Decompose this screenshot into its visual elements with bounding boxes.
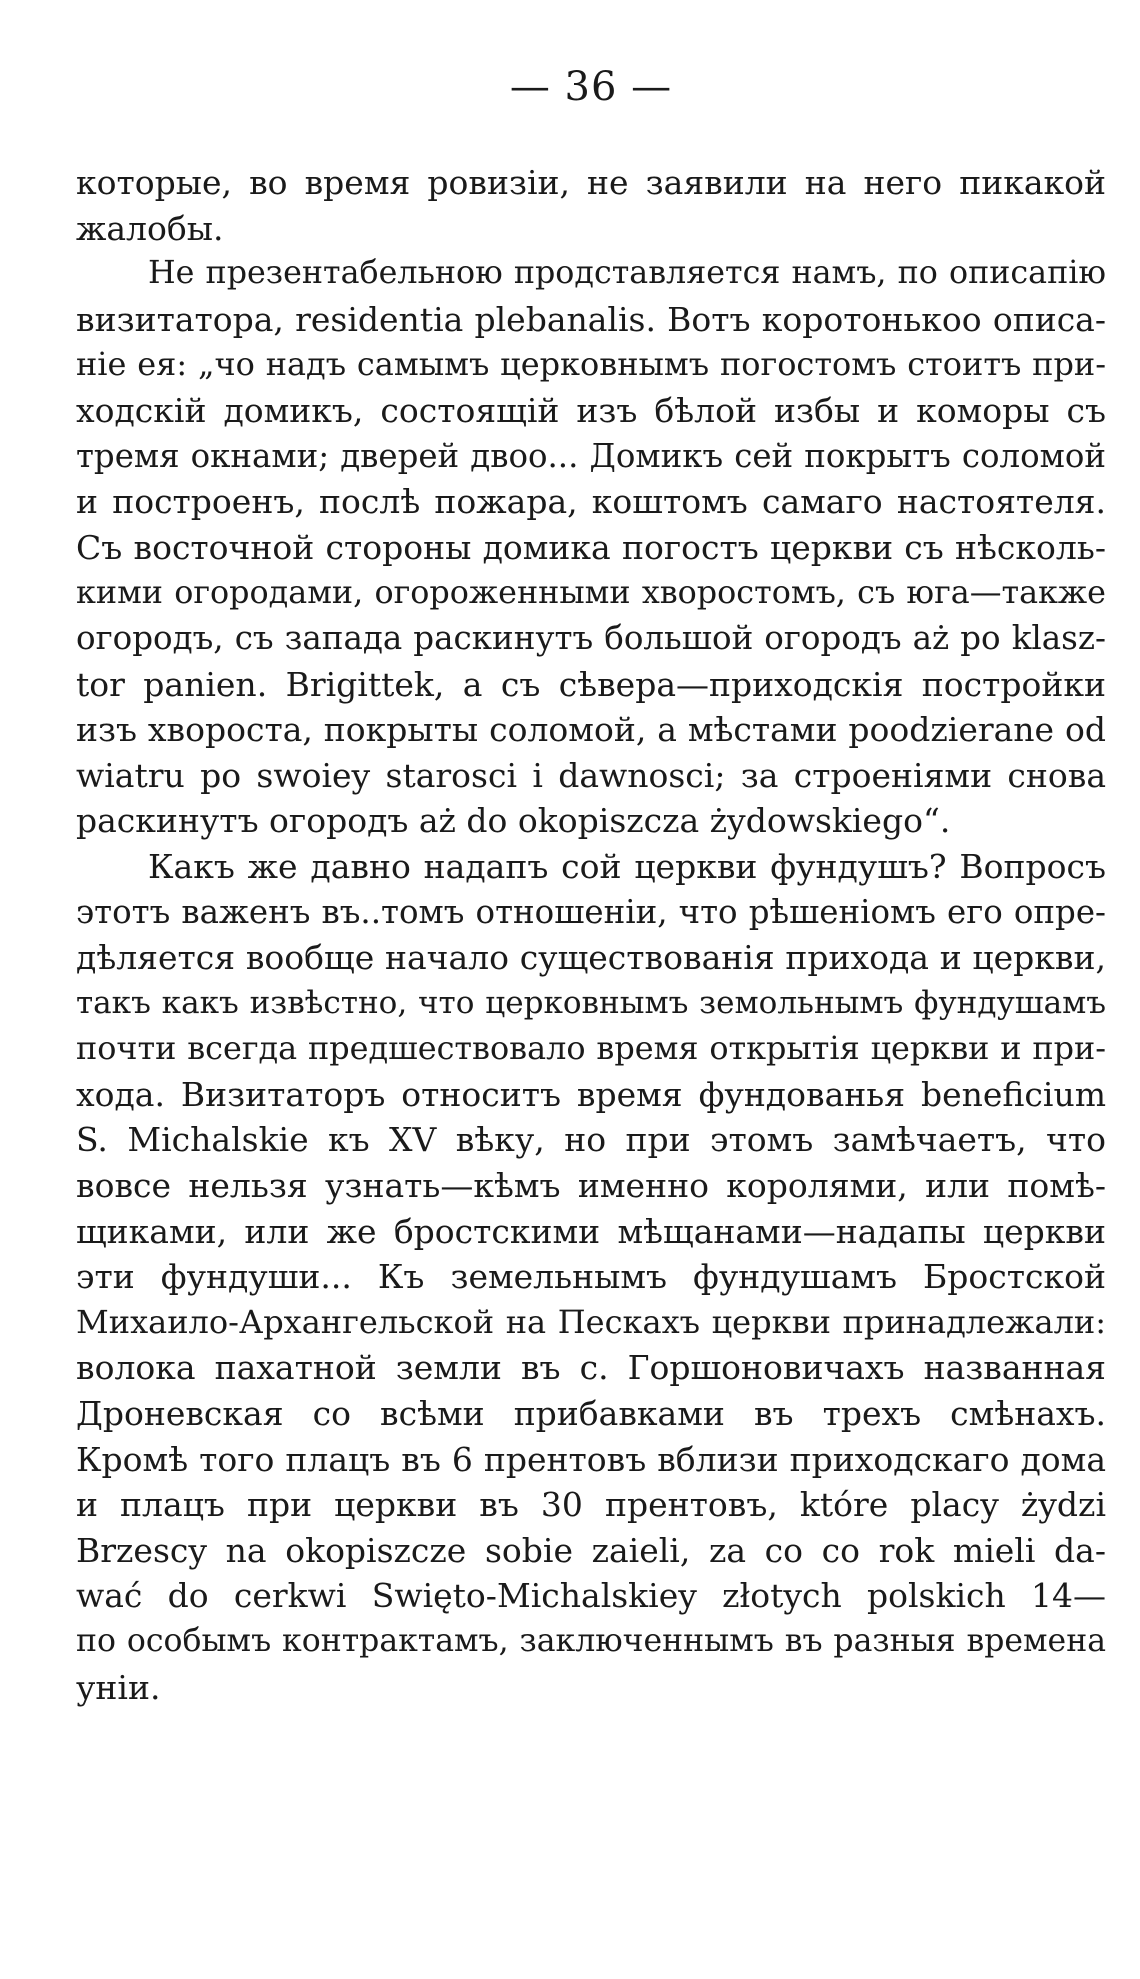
text-line: дѣляется вообще начало существованія прихода и церкви, (76, 938, 1106, 978)
text-line: Съ восточной стороны домика погостъ церкви съ нѣсколь- (76, 527, 1106, 567)
page-number: — 36 — (509, 64, 673, 110)
text-line: кими огородами, огороженными хворостомъ, съ юга—также (76, 573, 1106, 612)
text-line: почти всегда предшествовало время открытія церкви и при- (76, 1029, 1106, 1068)
text-line: Какъ же давно надапъ сой церкви фундушъ? Вопросъ (148, 846, 1106, 886)
text-line: изъ хвороста, покрыты соломой, а мѣстами poodzierane od (76, 710, 1106, 750)
text-line: по особымъ контрактамъ, заключеннымъ въ разныя времена (76, 1623, 1106, 1659)
text-line: которые, во время ровизіи, не заявили на него пикакой (76, 163, 1106, 202)
book-page (76, 0, 1106, 1979)
text-line: эти фундуши... Къ земельнымъ фундушамъ Бростской (76, 1257, 1106, 1297)
paragraph-3 (76, 844, 1106, 1710)
text-line: Не презентабельною продставляется намъ, по описапію (148, 255, 1106, 292)
text-line: вовсе нельзя узнать—кѣмъ именно королями, или помѣ- (76, 1166, 1106, 1206)
text-line: жалобы. (76, 208, 224, 248)
text-line: такъ какъ извѣстно, что церковнымъ земольнымъ фундушамъ (76, 984, 1106, 1021)
text-line: и построенъ, послѣ пожара, коштомъ самаго настоятеля. (76, 482, 1106, 522)
paragraph-1 (76, 160, 1106, 251)
text-line: tor panien. Brigittek, а съ сѣвера—приходскія постройки (76, 664, 1106, 704)
text-line: уніи. (76, 1667, 161, 1707)
text-line: и плацъ при церкви въ 30 прентовъ, które placy żydzi (76, 1485, 1106, 1525)
text-line: S. Michalskie къ XV вѣку, но при этомъ замѣчаетъ, что (76, 1120, 1106, 1160)
text-line: этотъ важенъ въ..томъ отношеніи, что рѣшеніомъ его опре- (76, 892, 1106, 931)
paragraph-2 (76, 251, 1106, 844)
body-text (76, 160, 1106, 1710)
text-line: хода. Визитаторъ относитъ время фундованья beneficium (76, 1074, 1106, 1114)
text-line: Дроневская со всѣми прибавками въ трехъ смѣнахъ. (76, 1394, 1106, 1434)
text-line: визитатора, residentia plebanalis. Вотъ коротонькоо описа- (76, 299, 1106, 339)
text-line: раскинутъ огородъ aż do okopiszcza żydowskiego“. (76, 801, 951, 841)
text-line: волока пахатной земли въ с. Горшоновичахъ названная (76, 1348, 1106, 1388)
text-line: огородъ, съ запада раскинутъ большой огородъ aż po klasz- (76, 618, 1106, 657)
text-line: Кромѣ того плацъ въ 6 прентовъ вблизи приходскаго дома (76, 1439, 1106, 1479)
text-line: ніе ея: „чо надъ самымъ церковнымъ погостомъ стоитъ при- (76, 345, 1106, 384)
text-line: Михаило-Архангельской на Пескахъ церкви принадлежали: (76, 1302, 1106, 1341)
text-line: Brzescy na okopiszcze sobie zaieli, za co co rok mieli da- (76, 1530, 1106, 1570)
text-line: wiatru po swoiey starosci i dawnosci; за строеніями снова (76, 755, 1106, 795)
text-line: ходскій домикъ, состоящій изъ бѣлой избы и коморы съ (76, 390, 1106, 430)
text-line: wać do cerkwi Swięto-Michalskiey złotych polskich 14— (76, 1576, 1106, 1616)
text-line: тремя окнами; дверей двоо... Домикъ сей покрытъ соломой (76, 436, 1106, 475)
text-line: щиками, или же бростскими мѣщанами—надапы церкви (76, 1211, 1106, 1251)
